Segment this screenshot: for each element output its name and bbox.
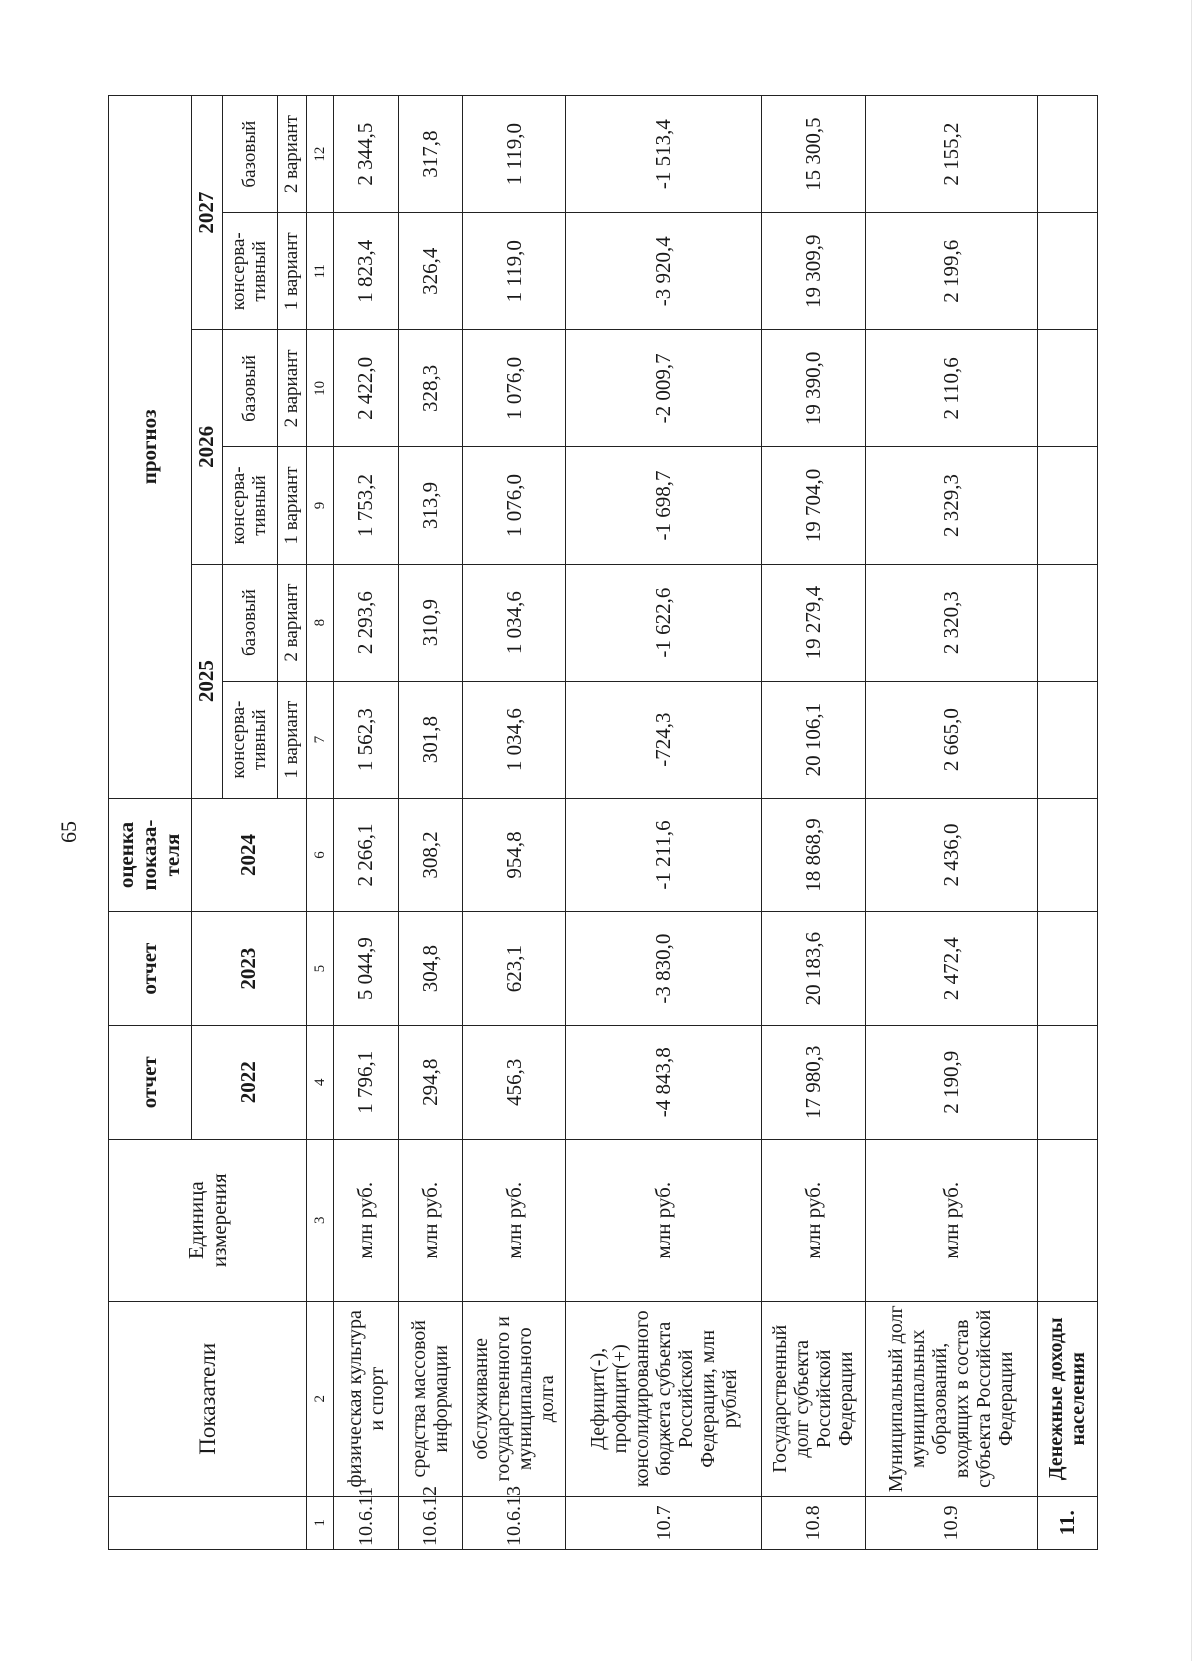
- forecast-table: [108, 95, 1098, 1550]
- row-value: -1 698,7: [566, 447, 762, 564]
- row-number: 10.6.12: [398, 1496, 462, 1549]
- row-value: 1 076,0: [463, 330, 566, 447]
- row-value: 2 266,1: [334, 798, 398, 912]
- header-report-2022: отчет: [109, 1025, 192, 1139]
- col-number: 5: [307, 912, 334, 1026]
- row-value: [1037, 681, 1097, 798]
- row-value: 17 980,3: [762, 1025, 865, 1139]
- col-number: 12: [307, 96, 334, 213]
- row-value: 1 119,0: [463, 213, 566, 330]
- row-value: 2 199,6: [865, 213, 1037, 330]
- header-variant2-2026: 2 вариант: [278, 330, 307, 447]
- col-number: 10: [307, 330, 334, 447]
- row-value: 1 034,6: [463, 564, 566, 681]
- row-value: [1037, 564, 1097, 681]
- row-value: 2 436,0: [865, 798, 1037, 912]
- row-value: 1 753,2: [334, 447, 398, 564]
- row-value: 456,3: [463, 1025, 566, 1139]
- header-base-2025: базовый: [222, 564, 278, 681]
- row-unit: млн руб.: [762, 1139, 865, 1301]
- row-value: 1 823,4: [334, 213, 398, 330]
- row-value: 2 329,3: [865, 447, 1037, 564]
- table-row: [1037, 96, 1097, 1550]
- row-value: 313,9: [398, 447, 462, 564]
- row-value: 308,2: [398, 798, 462, 912]
- row-value: 1 034,6: [463, 681, 566, 798]
- row-number: 10.6.11: [334, 1496, 398, 1549]
- row-unit: млн руб.: [463, 1139, 566, 1301]
- row-value: 2 422,0: [334, 330, 398, 447]
- table-row: [566, 96, 762, 1550]
- header-report-2023: отчет: [109, 912, 192, 1026]
- row-value: 1 076,0: [463, 447, 566, 564]
- row-value: -724,3: [566, 681, 762, 798]
- row-value: -3 920,4: [566, 213, 762, 330]
- header-row-1: [109, 96, 192, 1550]
- row-value: 2 472,4: [865, 912, 1037, 1026]
- table-row: [463, 96, 566, 1550]
- header-indicators: Показатели: [109, 1301, 307, 1496]
- header-conservative-2027: консерва-тивный: [222, 213, 278, 330]
- rotated-table-container: [108, 95, 1098, 1550]
- row-value: 304,8: [398, 912, 462, 1026]
- row-value: [1037, 330, 1097, 447]
- table-body: [334, 96, 1098, 1550]
- row-value: [1037, 447, 1097, 564]
- row-value: 1 119,0: [463, 96, 566, 213]
- row-value: 310,9: [398, 564, 462, 681]
- header-year-2025: 2025: [191, 564, 222, 798]
- col-number: 4: [307, 1025, 334, 1139]
- row-number: 10.7: [566, 1496, 762, 1549]
- row-value: 2 344,5: [334, 96, 398, 213]
- header-estimate: оценка показа-теля: [109, 798, 192, 912]
- header-variant1-2027: 1 вариант: [278, 213, 307, 330]
- header-year-2023: 2023: [191, 912, 307, 1026]
- table-row: [762, 96, 865, 1550]
- row-value: 1 562,3: [334, 681, 398, 798]
- header-unit: Единица измерения: [109, 1139, 307, 1301]
- col-number: 3: [307, 1139, 334, 1301]
- row-indicator-name: средства массовой информации: [398, 1301, 462, 1496]
- row-value: 19 309,9: [762, 213, 865, 330]
- row-value: 19 279,4: [762, 564, 865, 681]
- row-value: 5 044,9: [334, 912, 398, 1026]
- row-value: 954,8: [463, 798, 566, 912]
- row-number: 11.: [1037, 1496, 1097, 1549]
- row-value: 2 293,6: [334, 564, 398, 681]
- row-value: -1 211,6: [566, 798, 762, 912]
- row-value: 623,1: [463, 912, 566, 1026]
- header-col1: [109, 1496, 307, 1549]
- row-value: 20 106,1: [762, 681, 865, 798]
- row-value: 326,4: [398, 213, 462, 330]
- table-row: [398, 96, 462, 1550]
- row-value: 2 155,2: [865, 96, 1037, 213]
- header-year-2027: 2027: [191, 96, 222, 330]
- header-conservative-2026: консерва-тивный: [222, 447, 278, 564]
- row-indicator-name: Денежные доходы населения: [1037, 1301, 1097, 1496]
- header-year-2022: 2022: [191, 1025, 307, 1139]
- header-variant2-2027: 2 вариант: [278, 96, 307, 213]
- row-value: 328,3: [398, 330, 462, 447]
- row-indicator-name: Государственный долг субъекта Российской Федерации: [762, 1301, 865, 1496]
- row-value: -3 830,0: [566, 912, 762, 1026]
- row-indicator-name: обслуживание государственного и муниципального долга: [463, 1301, 566, 1496]
- col-number: 9: [307, 447, 334, 564]
- row-value: [1037, 213, 1097, 330]
- col-number: 1: [307, 1496, 334, 1549]
- table-row: [334, 96, 398, 1550]
- row-indicator-name: Дефицит(-), профицит(+) консолидированного бюджета субъекта Российской Федерации, млн рублей: [566, 1301, 762, 1496]
- col-number: 2: [307, 1301, 334, 1496]
- row-indicator-name: Муниципальный долг муниципальных образований, входящих в состав субъекта Российской Федерации: [865, 1301, 1037, 1496]
- row-value: 2 190,9: [865, 1025, 1037, 1139]
- col-number: 7: [307, 681, 334, 798]
- col-number: 6: [307, 798, 334, 912]
- row-unit: млн руб.: [334, 1139, 398, 1301]
- row-value: 317,8: [398, 96, 462, 213]
- row-value: [1037, 798, 1097, 912]
- row-value: 2 320,3: [865, 564, 1037, 681]
- header-year-2024: 2024: [191, 798, 307, 912]
- row-value: 19 390,0: [762, 330, 865, 447]
- header-base-2027: базовый: [222, 96, 278, 213]
- row-value: [1037, 912, 1097, 1026]
- row-value: [1037, 96, 1097, 213]
- row-number: 10.9: [865, 1496, 1037, 1549]
- page-number: 65: [56, 821, 81, 843]
- row-value: 18 868,9: [762, 798, 865, 912]
- header-variant1-2026: 1 вариант: [278, 447, 307, 564]
- row-unit: млн руб.: [865, 1139, 1037, 1301]
- row-value: 1 796,1: [334, 1025, 398, 1139]
- row-value: [1037, 1025, 1097, 1139]
- row-number: 10.6.13: [463, 1496, 566, 1549]
- row-value: 15 300,5: [762, 96, 865, 213]
- col-number: 8: [307, 564, 334, 681]
- header-conservative-2025: консерва-тивный: [222, 681, 278, 798]
- row-indicator-name: физическая культура и спорт: [334, 1301, 398, 1496]
- column-number-row: [307, 96, 334, 1550]
- row-value: -4 843,8: [566, 1025, 762, 1139]
- row-value: 2 665,0: [865, 681, 1037, 798]
- header-base-2026: базовый: [222, 330, 278, 447]
- row-value: 19 704,0: [762, 447, 865, 564]
- row-number: 10.8: [762, 1496, 865, 1549]
- header-variant2-2025: 2 вариант: [278, 564, 307, 681]
- row-unit: млн руб.: [566, 1139, 762, 1301]
- scan-edge-line: [1191, 0, 1192, 1661]
- col-number: 11: [307, 213, 334, 330]
- row-unit: [1037, 1139, 1097, 1301]
- header-year-2026: 2026: [191, 330, 222, 564]
- row-unit: млн руб.: [398, 1139, 462, 1301]
- header-forecast: прогноз: [109, 96, 192, 799]
- row-value: 20 183,6: [762, 912, 865, 1026]
- row-value: 2 110,6: [865, 330, 1037, 447]
- row-value: 301,8: [398, 681, 462, 798]
- row-value: -1 622,6: [566, 564, 762, 681]
- table-row: [865, 96, 1037, 1550]
- row-value: 294,8: [398, 1025, 462, 1139]
- header-variant1-2025: 1 вариант: [278, 681, 307, 798]
- row-value: -2 009,7: [566, 330, 762, 447]
- row-value: -1 513,4: [566, 96, 762, 213]
